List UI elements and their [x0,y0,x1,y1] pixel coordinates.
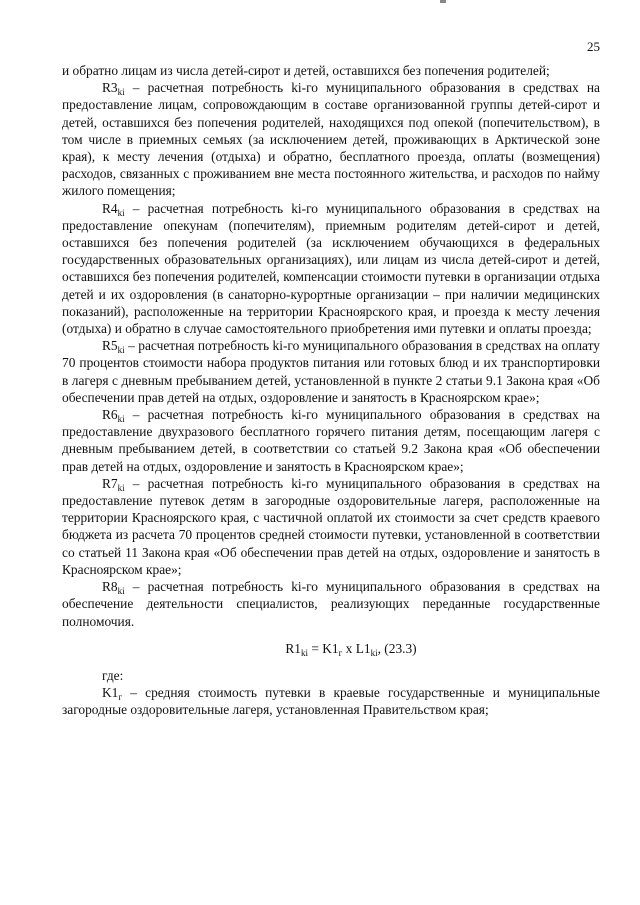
paragraph-r8: $R8_{ki}$ – расчетная потребность ki-го муниципального образования в средствах на обеспечение деятельности специалистов, реализующих переданные государственные полномочия. [62,579,600,629]
paragraph-r6: $R6_{ki}$ – расчетная потребность ki-го муниципального образования в средствах на предоставление двухразового бесплатного горячего питания детям, посещающим лагеря с дневным пребыванием детей, в соответствии со статьей 9.2 Закона края «Об обеспечении прав детей на отдых, оздоровление и занятость в Красноярском крае»; [62,407,600,474]
page-number: 25 [587,39,600,54]
paragraph-continuation: и обратно лицам из числа детей-сирот и детей, оставшихся без попечения родителей; [62,63,550,78]
symbol-r3: $R3_{ki}$ [102,80,125,98]
symbol-r8: $R8_{ki}$ [102,579,125,597]
symbol-r7: $R7_{ki}$ [102,475,125,493]
symbol-r4: $R4_{ki}$ [102,200,125,218]
document-body [62,62,600,719]
definition-k1: $K1_г$ – средняя стоимость путевки в краевые государственные и муниципальные загородные оздоровительные лагеря, установленная Правительством края; [62,685,600,718]
scan-mark [440,0,446,3]
paragraph-r5: $R5_{ki}$ – расчетная потребность ki-го муниципального образования в средствах на оплату 70 процентов стоимости набора продуктов питания или готовых блюд и их транспортировки в лагеря с дневным пребыванием детей, установленной в пункте 2 статьи 9.1 Закона края «Об обеспечении прав детей на отдых, оздоровление и занятость в Красноярском крае»; [62,338,600,405]
symbol-r5: $R5_{ki}$ [102,338,125,356]
formula-23-3: $R1_{ki} = K1_г$ x $L1_{ki}$, (23.3) [285,640,417,658]
symbol-k1: $K1_г$ [102,685,123,703]
paragraph-r3: $R3_{ki}$ – расчетная потребность ki-го муниципального образования в средствах на предоставление лицам, сопровождающим в составе организованной группы детей-сирот и детей, оставшихся без попечения родителей, находящихся под опекой (попечительством), в том числе в приемных семьях (за исключением детей, проживающих в Арктической зоне края), к месту лечения (отдыха) и обратно, бесплатного проезда, оплаты (возмещения) расходов, связанных с проживанием вне места постоянного жительства, и расходов по найму жилого помещения; [62,80,600,199]
symbol-r6: $R6_{ki}$ [102,407,125,425]
paragraph-r7: $R7_{ki}$ – расчетная потребность ki-го муниципального образования в средствах на предоставление путевок детям в загородные оздоровительные лагеря, расположенные на территории Красноярского края, с частичной оплатой их стоимости за счет средств краевого бюджета из расчета 70 процентов средней стоимости путевки, установленной в соответствии со статьей 11 Закона края «Об обеспечении прав детей на отдых, оздоровление и занятость в Красноярском крае»; [62,475,600,577]
where-label: где: [102,667,124,683]
paragraph-r4: $R4_{ki}$ – расчетная потребность ki-го муниципального образования в средствах на предоставление опекунам (попечителям), приемным родителям детей-сирот и детей, оставшихся без попечения родителей (за исключением обучающихся в федеральных государственных образовательных организациях), или лицам из числа детей-сирот и детей, оставшихся без попечения родителей, компенсации стоимости путевки в организации отдыха детей и их оздоровления (в санаторно-курортные организации – при наличии медицинских показаний), расположенные на территории Красноярского края, и проезда к месту лечения (отдыха) и обратно в случае самостоятельного приобретения ими путевки и оплаты проезда; [62,200,600,337]
